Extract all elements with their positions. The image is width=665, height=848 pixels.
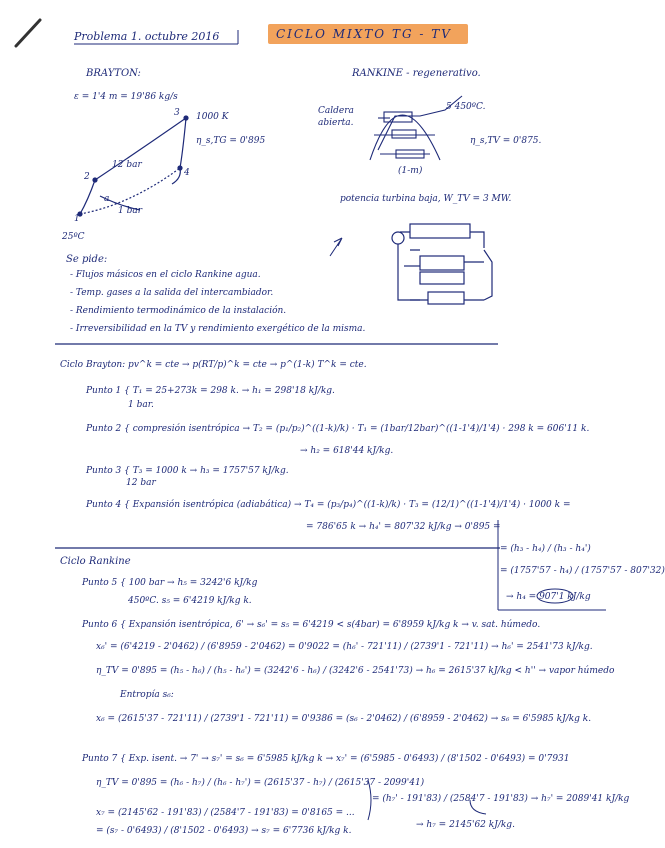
rankine-power: potencia turbina baja, W_TV = 3 MW. (340, 194, 512, 204)
brayton-1bar: 1 bar (118, 206, 143, 216)
rankine-heading: RANKINE - regenerativo. (352, 68, 481, 79)
punto-7-eta: η_TV = 0'895 = (h₆ - h₇) / (h₆ - h₇') = (2615'37 - h₇) / (2615'37 - 2099'41) (96, 778, 425, 788)
rankine-schematic (392, 224, 492, 304)
brayton-label-2: 2 (84, 172, 90, 182)
punto-6-eta: η_TV = 0'895 = (h₅ - h₆) / (h₅ - h₆') = (3242'6 - h₆) / (3242'6 - 2541'73) → h₆ = 2615'37 kJ/kg < h'' → vapor húmedo (96, 666, 615, 676)
punto-7-x7: x₇ = (2145'62 - 191'83) / (2584'7 - 191'83) = 0'8165 = ... (96, 808, 355, 818)
rankine-calc-heading: Ciclo Rankine (60, 556, 131, 567)
result-box-line: = (h₃ - h₄) / (h₃ - h₄') (500, 544, 591, 554)
rankine-abierta: abierta. (318, 118, 354, 128)
punto-6-xline: x₆' = (6'4219 - 2'0462) / (6'8959 - 2'0462) = 0'9022 = (h₆' - 721'11) / (2739'1 - 721'11) → h₆' = 2541'73 kJ/kg. (96, 642, 593, 652)
brayton-heading: BRAYTON: (86, 68, 141, 79)
ask-item: - Irreversibilidad en la TV y rendimiento exergético de la misma. (70, 324, 366, 334)
date-heading: Problema 1. octubre 2016 (74, 30, 220, 43)
brayton-params: ε = 1'4 m = 19'86 kg/s (74, 92, 178, 102)
punto-6-x6: x₆ = (2615'37 - 721'11) / (2739'1 - 721'11) = 0'9386 = (s₆ - 2'0462) / (6'8959 - 2'0462) → s₆ = 6'5985 kJ/kg k. (96, 714, 592, 724)
result-box-line: = (1757'57 - h₄) / (1757'57 - 807'32) (500, 566, 665, 576)
rankine-eff: η_s,TV = 0'875. (470, 136, 542, 146)
punto-7-h7: = (h₇' - 191'83) / (2584'7 - 191'83) → h₇' = 2089'41 kJ/kg (372, 794, 630, 804)
brayton-label-3: 3 (174, 108, 180, 118)
punto-1-sub: 1 bar. (128, 400, 154, 410)
brayton-12bar: 12 bar (112, 160, 142, 170)
punto-3-sub: 12 bar (126, 478, 156, 488)
punto-4-line: Punto 4 { Expansión isentrópica (adiabática) → T₄ = (p₃/p₄)^((1-k)/k) · T₃ = (12/1)^((1-1'4)/1'4) · 1000 k = (86, 500, 571, 510)
punto-5-line: Punto 5 { 100 bar → h₅ = 3242'6 kJ/kg (82, 578, 258, 588)
punto-4-sub: = 786'65 k → h₄' = 807'32 kJ/kg → 0'895 = (306, 522, 501, 532)
punto-2-line: Punto 2 { compresión isentrópica → T₂ = (p₁/p₂)^((1-k)/k) · T₁ = (1bar/12bar)^((1-1'4)/1'4) · 298 k = 606'11 k. (86, 424, 590, 434)
punto-5-sub: 450ºC. s₅ = 6'4219 kJ/kg k. (128, 596, 252, 606)
ask-item: - Temp. gases a la salida del intercambiador. (70, 288, 274, 298)
page-title: CICLO MIXTO TG - TV (276, 27, 452, 41)
rankine-450: 5 450ºC. (446, 102, 486, 112)
punto-1-line: Punto 1 { T₁ = 25+273k = 298 k. → h₁ = 298'18 kJ/kg. (86, 386, 335, 396)
punto-7-line: Punto 7 { Exp. isent. → 7' → s₇' = s₆ = 6'5985 kJ/kg k → x₇' = (6'5985 - 0'6493) / (8'1502 - 0'6493) = 0'7931 (82, 754, 570, 764)
punto-3-line: Punto 3 { T₃ = 1000 k → h₃ = 1757'57 kJ/kg. (86, 466, 289, 476)
ask-item: - Rendimiento termodinámico de la instalación. (70, 306, 287, 316)
brayton-25c: 25ºC (62, 232, 85, 242)
rankine-caldera: Caldera (318, 106, 354, 116)
title-highlight (268, 24, 468, 44)
asks-heading: Se pide: (66, 254, 108, 265)
punto-2-sub: → h₂ = 618'44 kJ/kg. (300, 446, 394, 456)
ask-item: - Flujos másicos en el ciclo Rankine agua. (70, 270, 261, 280)
punto-7-hfinal: → h₇ = 2145'62 kJ/kg. (416, 820, 515, 830)
punto-6-line: Punto 6 { Expansión isentrópica, 6' → s₆' = s₅ = 6'4219 < s(4bar) = 6'8959 kJ/kg k → v. sat. húmedo. (82, 620, 541, 630)
brayton-law: Ciclo Brayton: pv^k = cte → p(RT/p)^k = cte → p^(1-k) T^k = cte. (60, 360, 367, 370)
result-box-answer: → h₄ = 907'1 kJ/kg (506, 592, 591, 602)
brayton-1000k: 1000 K (196, 112, 229, 122)
punto-7-s7: = (s₇ - 0'6493) / (8'1502 - 0'6493) → s₇ = 6'7736 kJ/kg k. (96, 826, 352, 836)
punto-6-entropy: Entropía s₆: (120, 690, 174, 700)
brayton-label-a: a (104, 194, 110, 204)
brayton-label-4: 4 (184, 168, 190, 178)
rankine-frac: (1-m) (398, 166, 423, 176)
brayton-eff: η_s,TG = 0'895 (196, 136, 266, 146)
brayton-label-1: 1 (74, 214, 80, 224)
